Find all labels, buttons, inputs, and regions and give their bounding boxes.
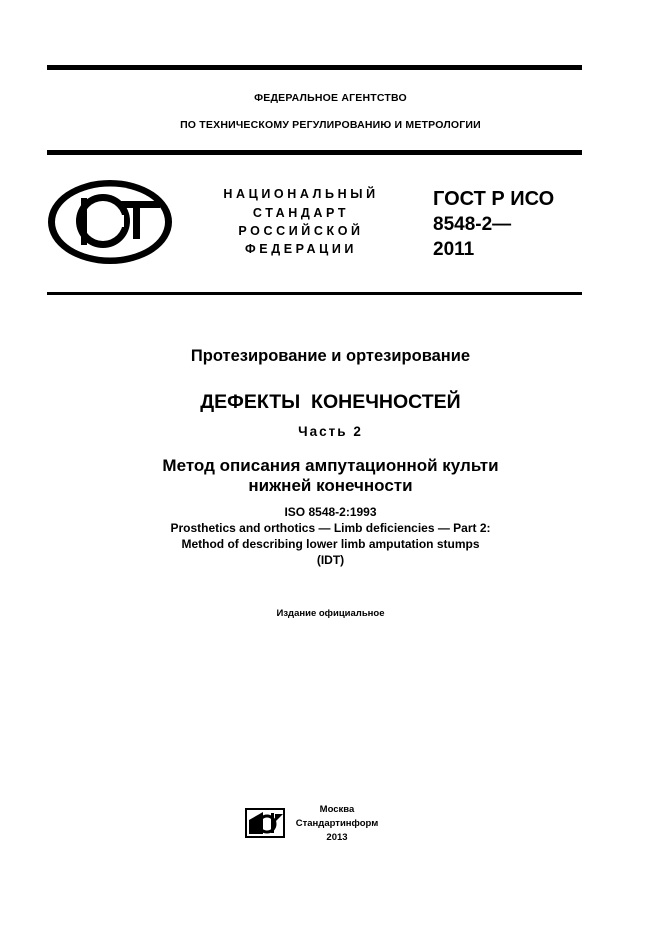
block-rule	[47, 292, 582, 295]
top-rule	[47, 65, 582, 70]
gost-designation-line-2: 8548-2—	[433, 214, 512, 235]
part-label: Часть 2	[298, 424, 363, 439]
iso-title-line-2: Method of describing lower limb amputation stumps	[181, 537, 480, 551]
standard-word-1: НАЦИОНАЛЬНЫЙ	[223, 187, 379, 201]
rst-certification-mark-icon	[46, 178, 174, 266]
subtitle-line-1: Метод описания ампутационной культи	[162, 456, 499, 475]
document-title: ДЕФЕКТЫ КОНЕЧНОСТЕЙ	[200, 391, 461, 413]
header-rule	[47, 150, 582, 155]
standartinform-logo-icon	[245, 808, 285, 838]
standard-word-3: РОССИЙСКОЙ	[238, 224, 364, 238]
iso-title-line-1: Prosthetics and orthotics — Limb deficiencies — Part 2:	[170, 521, 491, 535]
agency-line-2: ПО ТЕХНИЧЕСКОМУ РЕГУЛИРОВАНИЮ И МЕТРОЛОГИИ	[180, 119, 481, 131]
publication-year: 2013	[326, 832, 348, 843]
iso-reference: ISO 8548-2:1993	[284, 505, 377, 519]
publisher-city: Москва	[319, 804, 355, 815]
iso-identity-marker: (IDT)	[316, 553, 345, 567]
subject-heading: Протезирование и ортезирование	[190, 347, 471, 365]
standard-word-4: ФЕДЕРАЦИИ	[244, 242, 357, 256]
agency-line-1: ФЕДЕРАЛЬНОЕ АГЕНТСТВО	[254, 92, 407, 104]
edition-label: Издание официальное	[276, 608, 385, 619]
standard-word-2: СТАНДАРТ	[252, 206, 350, 220]
publisher-name: Стандартинформ	[295, 818, 379, 829]
subtitle-line-2: нижней конечности	[248, 476, 413, 495]
gost-designation-line-3: 2011	[433, 239, 475, 260]
gost-designation-line-1: ГОСТ Р ИСО	[433, 188, 555, 210]
